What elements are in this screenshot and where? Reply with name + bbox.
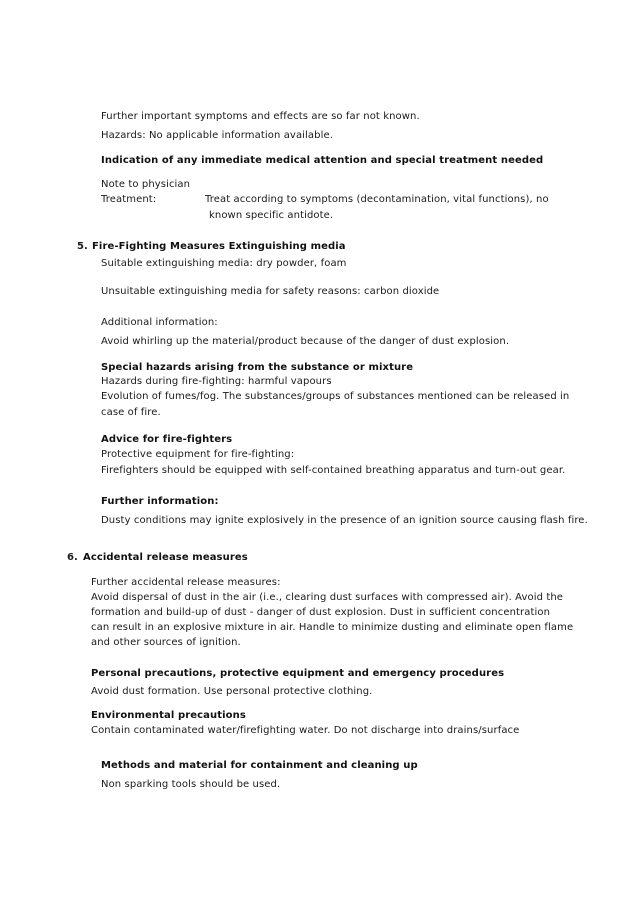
special-hazards-line-2: Evolution of fumes/fog. The substances/groups of substances mentioned can be released in — [101, 391, 570, 402]
symptoms-line: Further important symptoms and effects are so far not known. — [101, 111, 420, 122]
suitable-media: Suitable extinguishing media: dry powder, foam — [101, 258, 347, 269]
hazards-line: Hazards: No applicable information available. — [101, 130, 334, 141]
section-6-title: Accidental release measures — [83, 552, 248, 563]
methods-heading: Methods and material for containment and cleaning up — [101, 760, 418, 771]
note-to-physician: Note to physician — [101, 179, 191, 190]
special-hazards-line-3: case of fire. — [101, 407, 161, 418]
release-line-4: and other sources of ignition. — [91, 637, 241, 648]
treatment-text-continued: known specific antidote. — [209, 210, 334, 220]
advice-line-2: Firefighters should be equipped with self-contained breathing apparatus and turn-out gear. — [101, 465, 566, 476]
further-info-text: Dusty conditions may ignite explosively in the presence of an ignition source causing flash fire. — [101, 515, 588, 526]
treatment-text: Treat according to symptoms (decontamination, vital functions), no — [205, 194, 549, 205]
section-5-title: Fire-Fighting Measures Extinguishing media — [92, 241, 346, 252]
environmental-heading: Environmental precautions — [91, 710, 246, 721]
release-line-3: can result in an explosive mixture in air. Handle to minimize dusting and eliminate open flame — [91, 622, 574, 633]
advice-line-1: Protective equipment for fire-fighting: — [101, 449, 295, 460]
advice-heading: Advice for fire-fighters — [101, 434, 233, 445]
medical-attention-heading: Indication of any immediate medical attention and special treatment needed — [101, 155, 544, 166]
environmental-text: Contain contaminated water/firefighting water. Do not discharge into drains/surface — [91, 725, 520, 736]
section-5-number: 5. — [77, 241, 88, 252]
personal-precautions-text: Avoid dust formation. Use personal protective clothing. — [91, 686, 373, 697]
release-line-2: formation and build-up of dust - danger of dust explosion. Dust in sufficient concentration — [91, 607, 551, 618]
further-release-label: Further accidental release measures: — [91, 577, 281, 588]
additional-info-text: Avoid whirling up the material/product because of the danger of dust explosion. — [101, 336, 510, 347]
unsuitable-media: Unsuitable extinguishing media for safety reasons: carbon dioxide — [101, 286, 440, 297]
further-info-heading: Further information: — [101, 496, 219, 507]
section-6-number: 6. — [67, 552, 78, 563]
release-line-1: Avoid dispersal of dust in the air (i.e., clearing dust surfaces with compressed air). Avoid the — [91, 592, 564, 603]
additional-info-label: Additional information: — [101, 317, 218, 328]
personal-precautions-heading: Personal precautions, protective equipment and emergency procedures — [91, 668, 505, 679]
methods-text: Non sparking tools should be used. — [101, 779, 281, 790]
treatment-label: Treatment: — [101, 194, 157, 205]
special-hazards-heading: Special hazards arising from the substance or mixture — [101, 362, 414, 373]
special-hazards-line-1: Hazards during fire-fighting: harmful vapours — [101, 376, 332, 387]
